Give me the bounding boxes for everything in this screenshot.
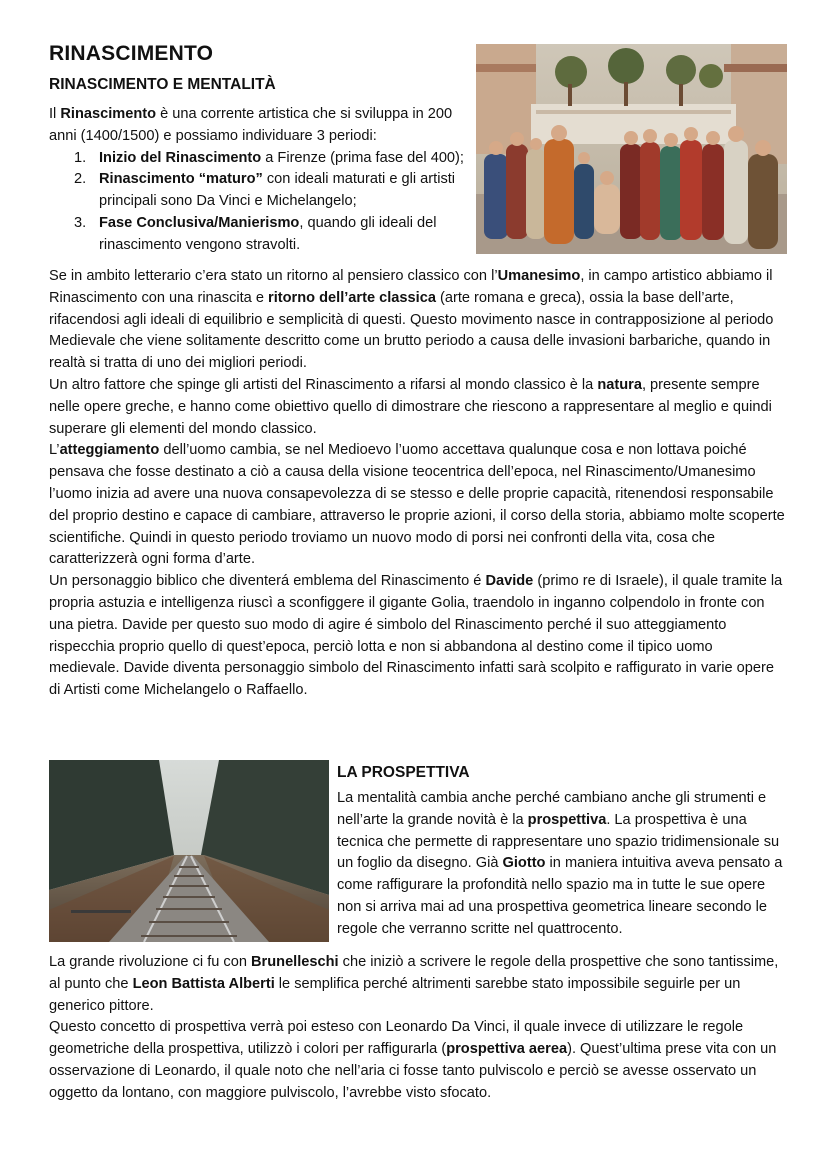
section2-body	[49, 952, 787, 1105]
bold-term: ritorno dell’arte classica	[268, 289, 436, 306]
bold-term: Inizio del Rinascimento	[99, 149, 262, 166]
intro-paragraph: Il Rinascimento è una corrente artistica che si sviluppa in 200 anni (1400/1500) e possiamo individuare 3 periodi:	[49, 106, 453, 144]
bold-term: Davide	[485, 573, 534, 590]
paragraph: Un altro fattore che spinge gli artisti del Rinascimento a rifarsi al mondo classico è la natura, presente sempre nelle opere greche, e hanno come obiettivo quello di dimostrare che riescono a rappresentare al meglio e quindi superare gli elementi del mondo classico.	[49, 376, 772, 437]
section-heading-prospettiva: LA PROSPETTIVA	[337, 764, 470, 781]
bold-term: Giotto	[502, 855, 546, 872]
bold-term: Rinascimento	[60, 106, 157, 122]
fresco-painting-image	[476, 44, 787, 254]
document-title: RINASCIMENTO	[49, 42, 214, 65]
paragraph: Se in ambito letterario c’era stato un ritorno al pensiero classico con l’Umanesimo, in campo artistico abbiamo il Rinascimento con una rinascita e ritorno dell’arte classica (arte romana e greca), ossia la base dell’arte, rifacendosi agli ideali di equilibrio e semplicità di questi. Questo movimento nasce in contrapposizione al periodo Medievale che viene solitamente descritto come un brutto periodo a causa delle invasioni barbariche, quando in realtà si tratta di uno dei migliori periodi.	[49, 268, 774, 372]
bold-term: Brunelleschi	[251, 954, 339, 970]
section-heading-mentalita: RINASCIMENTO E MENTALITÀ	[49, 76, 276, 93]
bold-term: Fase Conclusiva/Manierismo	[99, 214, 300, 231]
period-item: 1. Inizio del Rinascimento a Firenze (prima fase del 400);	[74, 149, 464, 166]
intro-block	[49, 104, 469, 257]
bold-term: Umanesimo	[497, 268, 581, 284]
bold-term: natura	[597, 376, 642, 393]
railway-tracks-image	[49, 760, 329, 942]
paragraph: Questo concetto di prospettiva verrà poi esteso con Leonardo Da Vinci, il quale invece di utilizzare le regole geometriche della prospettiva, utilizzò i colori per raffigurarla (prospettiva aerea). Quest’ultima prese vita con un osservazione di Leonardo, il quale noto che nell’aria ci fosse tanto pulviscolo e perciò se avesse osservato un oggetto da lontano, con maggiore pulviscolo, l’avrebbe visto sfocato.	[49, 1019, 777, 1101]
bold-term: prospettiva	[527, 811, 607, 828]
paragraph: L’atteggiamento dell’uomo cambia, se nel Medioevo l’uomo accettava qualunque cosa e non lottava poiché pensava che fosse destinato a ciò a causa della visione teocentrica dell’epoca, nel Rinascimento/Umanesimo l’uomo inizia ad avere una nuova consapevolezza di se stesso e delle proprie capacità, ritenendosi responsabile del proprio destino e capace di cambiare, attraverso le proprie azioni, il corso della storia, abbiamo molte scoperte scientifiche. Quindi in questo periodo troviamo un nuovo modo di porsi nei confronti della vita, cosa che caratterizzerà ogni forma d’arte.	[49, 442, 785, 568]
paragraph: Un personaggio biblico che diventerá emblema del Rinascimento é Davide (primo re di Israele), il quale tramite la propria astuzia e intelligenza riuscì a sconfiggere il gigante Golia, traendolo in inganno colpendolo in fronte con una pietra. Davide per questo suo modo di agire é simbolo del Rinascimento perché il suo atteggiamento rispecchia proprio quello di quest’epoca, perciò lotta e non si abbandona al destino come il tipico uomo medievale. Davide diventa personaggio simbolo del Rinascimento infatti sarà scolpito e raffigurato in varie opere di Artisti come Michelangelo o Raffaello.	[49, 573, 783, 699]
period-item: 3. Fase Conclusiva/Manierismo, quando gli ideali del rinascimento vengono stravolti.	[74, 214, 437, 253]
periods-list	[49, 148, 469, 257]
bold-term: Leon Battista Alberti	[132, 975, 275, 992]
period-item: 2. Rinascimento “maturo” con ideali maturati e gli artisti principali sono Da Vinci e Michelangelo;	[74, 171, 456, 210]
bold-term: atteggiamento	[59, 442, 160, 459]
paragraph: La grande rivoluzione ci fu con Brunelleschi che iniziò a scrivere le regole della prospettive che sono tantissime, al punto che Leon Battista Alberti le semplifica perché altrimenti sarebbe stato impossibile seguirle per un generico pittore.	[49, 954, 779, 1014]
prospettiva-side-block	[337, 788, 789, 941]
section1-body	[49, 266, 787, 702]
bold-term: prospettiva aerea	[446, 1041, 568, 1058]
bold-term: Rinascimento “maturo”	[99, 171, 263, 188]
paragraph: La mentalità cambia anche perché cambiano anche gli strumenti e nell’arte la grande novità è la prospettiva. La prospettiva è una tecnica che permette di rappresentare uno spazio tridimensionale su un foglio da disegno. Già Giotto in maniera intuitiva aveva pensato a come raffigurare la profondità nello spazio ma in tutte le sue opere non si arriva mai ad una prospettiva geometrica lineare secondo le regole che verranno scritte nel quattrocento.	[337, 790, 783, 937]
